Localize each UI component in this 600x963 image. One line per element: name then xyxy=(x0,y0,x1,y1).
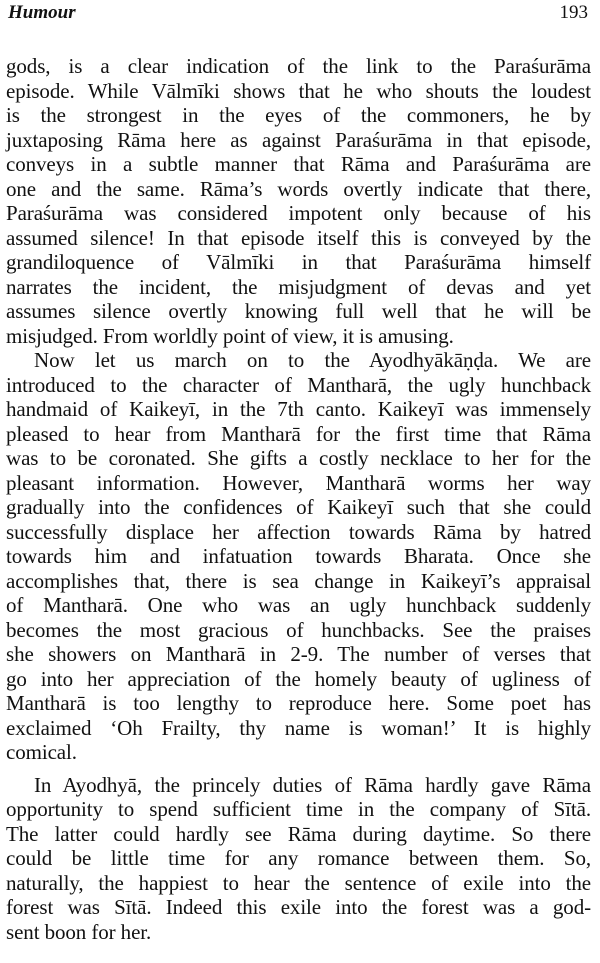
text-line: Mantharā is too lengthy to reproduce here. Some poet has xyxy=(6,691,591,715)
text-line: is the strongest in the eyes of the commoners, he by xyxy=(6,103,591,127)
text-line: comical. xyxy=(6,740,77,764)
text-line: could be little time for any romance between them. So, xyxy=(6,846,591,870)
text-line: narrates the incident, the misjudgment of devas and yet xyxy=(6,274,591,299)
body-text xyxy=(6,54,591,944)
paragraph-2 xyxy=(6,348,591,765)
text-line: The latter could hardly see Rāma during daytime. So there xyxy=(6,821,591,846)
text-line: go into her appreciation of the homely beauty of ugliness of xyxy=(6,666,591,691)
text-line: one and the same. Rāma’s words overtly indicate that there, xyxy=(6,176,591,201)
text-line: she showers on Mantharā in 2-9. The number of verses that xyxy=(6,642,591,666)
text-line: of Mantharā. One who was an ugly hunchback suddenly xyxy=(6,593,591,617)
text-line: forest was Sītā. Indeed this exile into the forest was a god- xyxy=(6,895,591,919)
running-head xyxy=(8,2,588,26)
text-line: was to be coronated. She gifts a costly necklace to her for the xyxy=(6,446,591,470)
text-line: handmaid of Kaikeyī, in the 7th canto. Kaikeyī was immensely xyxy=(6,397,591,421)
text-line: gods, is a clear indication of the link to the Paraśurāma xyxy=(6,54,591,78)
text-line: conveys in a subtle manner that Rāma and Paraśurāma are xyxy=(6,152,591,176)
text-line: introduced to the character of Mantharā, the ugly hunchback xyxy=(6,372,591,397)
text-line: accomplishes that, there is sea change in Kaikeyī’s appraisal xyxy=(6,568,591,593)
text-line: naturally, the happiest to hear the sentence of exile into the xyxy=(6,870,591,895)
text-line: pleasant information. However, Mantharā worms her way xyxy=(6,470,591,495)
page-number: 193 xyxy=(559,2,588,23)
text-line: Now let us march on to the Ayodhyākāṇḍa. We are xyxy=(34,348,591,372)
text-line: In Ayodhyā, the princely duties of Rāma hardly gave Rāma xyxy=(34,772,591,797)
chapter-title: Humour xyxy=(8,2,76,23)
text-line: grandiloquence of Vālmīki in that Paraśurāma himself xyxy=(6,250,591,274)
text-line: assumes silence overtly knowing full well that he will be xyxy=(6,299,591,323)
text-line: Paraśurāma was considered impotent only because of his xyxy=(6,201,591,225)
text-line: juxtaposing Rāma here as against Paraśurāma in that episode, xyxy=(6,127,591,152)
text-line: opportunity to spend sufficient time in the company of Sītā. xyxy=(6,797,591,821)
paragraph-1 xyxy=(6,54,591,348)
text-line: misjudged. From worldly point of view, it is amusing. xyxy=(6,323,454,348)
text-line: episode. While Vālmīki shows that he who shouts the loudest xyxy=(6,78,591,103)
paragraph-3 xyxy=(6,773,591,945)
text-line: sent boon for her. xyxy=(6,919,152,944)
text-line: successfully displace her affection towards Rāma by hatred xyxy=(6,519,591,544)
text-line: towards him and infatuation towards Bharata. Once she xyxy=(6,544,591,568)
text-line: becomes the most gracious of hunchbacks. See the praises xyxy=(6,617,591,642)
text-line: assumed silence! In that episode itself this is conveyed by the xyxy=(6,225,591,250)
text-line: gradually into the confidences of Kaikeyī such that she could xyxy=(6,495,591,519)
text-line: pleased to hear from Mantharā for the first time that Rāma xyxy=(6,421,591,446)
text-line: exclaimed ‘Oh Frailty, thy name is woman!’ It is highly xyxy=(6,715,591,740)
paragraph-gap xyxy=(6,765,591,773)
